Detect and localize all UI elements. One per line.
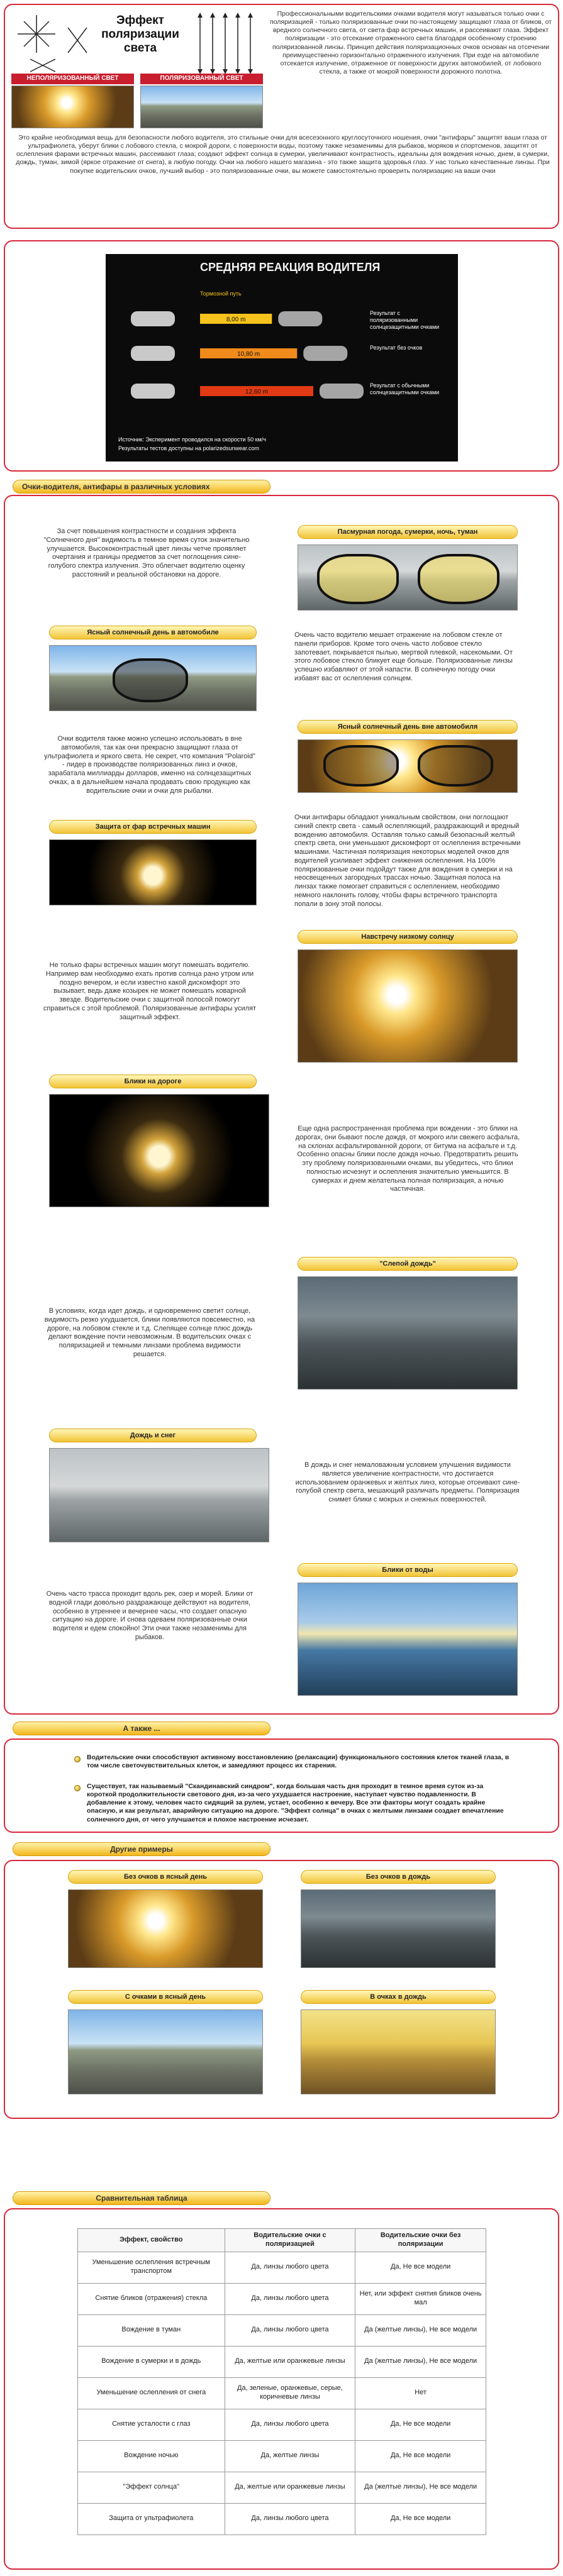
glasses-overlay-icon (418, 554, 499, 604)
table-row (78, 2409, 486, 2440)
hero-title (87, 14, 194, 55)
table-cell: Вождение в сумерки и в дождь (78, 2346, 225, 2377)
condition-bar-4: Защита от фар встречных машин (49, 820, 257, 834)
example-image-3 (68, 2009, 263, 2094)
condition-text-1: За счет повышения контрастности и создания эффекта "Солнечного дня" видимость в темное время суток значительно улучшается. Высококонтрастный цвет линзы четче проявляет очертания и границы предметов за счет поглощения сине-голубого спектра излучения. Это облегчает водителю оценку расстояний и реальной обстановки на дороге. (43, 528, 250, 578)
condition-text-3: Очки водителя также можно успешно использовать в вне автомобиля, так как они прекрасно защищают глаза от ультрафиолета и яркого света. Не секрет, что компания "Polaroid" - лидер в производстве поляризованных линз и очков, зарабатала миллиарды долларов, именно на солнцезащитных очках, а в дальнейшем начала продавать свою продукцию как водительские очки и очки для рыбалки. (44, 735, 255, 795)
chart-category-label: Результат с поляризованными солнцезащитными очками (370, 310, 440, 330)
condition-text-7: В условиях, когда идет дождь, и одновременно светит солнце, видимость резко ухудшается, блики появляются повсеместно, на дороге, на лобовом стекле и т.д. Слепящее солнце плюс дождь делают вождение почти невозможным. В водительских очках с поляризацией и темными линзами проблема видимости решается. (44, 1307, 255, 1358)
hero-title-line1: Эффект (116, 14, 164, 27)
table-cell: Да (желтые линзы), Не все модели (355, 2346, 486, 2377)
chart-subtitle: Тормозной путь (200, 290, 242, 297)
condition-image-3 (298, 739, 518, 793)
table-cell: Да, линзы любого цвета (225, 2283, 355, 2314)
hero-title-line3: света (123, 41, 157, 55)
condition-image-5 (298, 949, 518, 1063)
condition-image-2 (49, 645, 257, 711)
table-header: Эффект, свойство (78, 2229, 225, 2252)
label-polarized: ПОЛЯРИЗОВАННЫЙ СВЕТ (140, 74, 263, 84)
table-header: Водительские очки с поляризацией (225, 2229, 355, 2252)
chart-value-label: 12,60 m (245, 389, 269, 395)
table-row (78, 2346, 486, 2377)
hero-intro-text: Профессиональными водительскими очками водителя могут называться только очки с поляризацией - только поляризованные очки по-настоящему защищают глаза от бликов, от вредного солнечного света, от света фар встречных машин, и рассеивают глаза. Эффект поляризации - это отсекание отраженного света благодаря особенному строению поляризованной линзы. Принцип действия поляризационных очков основан на отсечении преимущественно горизонтально отраженного излучения. При езде на автомобиле отсекается излучение, отраженное от поверхности других автомобилей, от лобового стекла, а также от мокрой поверхности дорожного полотна. (269, 10, 552, 75)
condition-bar-7: "Слепой дождь" (298, 1257, 518, 1271)
table-frame (4, 2208, 559, 2570)
glasses-overlay-icon (323, 745, 399, 787)
condition-bar-5: Навстречу низкому солнцу (298, 930, 518, 944)
table-cell: Да, Не все модели (355, 2252, 486, 2283)
chart-car-right (278, 311, 322, 326)
example-bar-1: Без очков в ясный день (68, 1870, 263, 1884)
label-nonpolarized: НЕПОЛЯРИЗОВАННЫЙ СВЕТ (11, 74, 134, 84)
also-text-2: Существует, так называемый "Скандинавский синдром", когда большая часть дня проходит в темное время суток из-за короткой продолжительности светового дня, из-за чего ухудшается настроение, наступает чувство подавленности. В добавление к этому, человек часто сидящий за рулем, устает, особенно к вечеру. Все эти факторы могут создать крайне опасную, и как результат, аварийную ситуацию на дороге. "Эффект солнца" в очках с желтыми линзами создает впечатление солнечного дня, от чего улучшается и плохое настроение исчезает. (87, 1783, 504, 1823)
condition-bar-3: Ясный солнечный день вне автомобиля (298, 720, 518, 734)
table-row (78, 2283, 486, 2314)
table-cell: Да, линзы любого цвета (225, 2409, 355, 2440)
bullet-icon (74, 1785, 81, 1791)
also-text-1: Водительские очки способствуют активному восстановлению (релаксации) функционального состояния клеток тканей глаза, в том числе светочувствительных клеток, и замедляют процесс их старения. (87, 1754, 510, 1770)
condition-text-5: Не только фары встречных машин могут помешать водителю. Например вам необходимо ехать против солнца рано утром или поздно вечером, и если известно какой дискомфорт это вызывает, ведь даже козырек не может помешать коварной звезде. Водительские очки с защитной полосой помогут справиться с этой проблемой. Поляризованные антифары усилят защитный эффект. (43, 961, 257, 1021)
condition-image-7 (298, 1276, 518, 1390)
examples-frame (4, 1860, 559, 2119)
chart-car-left (131, 384, 175, 399)
table-cell: "Эффект солнца" (78, 2472, 225, 2503)
table-cell: Да, желтые или оранжевые линзы (225, 2346, 355, 2377)
table-row (78, 2472, 486, 2503)
table-row (78, 2503, 486, 2535)
table-header-row (78, 2229, 486, 2252)
hero-intro-text-2: Это крайне необходимая вещь для безопасности любого водителя, это стильные очки для всесезонного круглосуточного ношения, очки "антифары" защитят ваши глаза от ультрафиолета, уберут блики с лобового стекла, с мокрой дороги, с поверхности воды, поэтому также незаменимы для рыбаков, моряков и спортсменов, защитят от ослепления фарами встречных машин, рассеивают глаза; создают эффект солнца в сумерки, увеличивают контрастность, идеальны для вождения ночью, днем, в сумерки, дождь, туман, зимой (яркое отражение от снега), в любую погоду. Очки на любого нашего магазина - это также защита здоровья глаз. У нас только качественные линзы. При покупке водительских очков, лучший выбор - это поляризованные очки, вы можете самостоятельно проверить поляризацию на ваши очки (16, 134, 550, 175)
condition-text-9: Очень часто трасса проходит вдоль рек, озер и морей. Блики от водной глади довольно раздражающе действуют на водителя, особенно в утреннее и вечернее часы, что создает опасную ситуацию на дороге. И снова одеваем поляризованные очки водителя и едем спокойно! Эти очки также незаменимы для рыбаков. (46, 1590, 254, 1641)
condition-text-8: В дождь и снег немаловажным условием улучшения видимости является увеличение контрастности, что достигается использованием оранжевых и желтых линз, которые отсеивают сине-голубой спектр света, мешающий различать предметы. Поляризация снимет блики с мокрых и снежных поверхностей. (295, 1461, 520, 1503)
condition-bar-8: Дождь и снег (49, 1429, 257, 1442)
chart-canvas (106, 254, 458, 462)
table-cell: Уменьшение ослепления от снега (78, 2377, 225, 2409)
table-cell: Уменьшение ослепления встречным транспортом (78, 2252, 225, 2283)
chart-footnote-1: Источник: Эксперимент проводился на скорости 50 км/ч (118, 436, 266, 443)
table-row (78, 2440, 486, 2472)
section3-bar: Другие примеры (13, 1842, 270, 1856)
condition-image-4 (49, 839, 257, 905)
example-image-4 (301, 2009, 496, 2094)
condition-image-9 (298, 1583, 518, 1696)
glasses-overlay-icon (113, 658, 188, 702)
table-cell: Да, Не все модели (355, 2440, 486, 2472)
glasses-overlay-icon (418, 745, 493, 787)
chart-title: СРЕДНЯЯ РЕАКЦИЯ ВОДИТЕЛЯ (200, 261, 381, 274)
condition-text-6: Еще одна распространенная проблема при вождении - это блики на дорогах, они бывают после дождя, от мокрого или свежего асфальта, на склонах асфальтированной дороги, от битума на асфальте и т.д. Особенно опасны блики после дождя ночью. Предотвратить решить эту проблему поляризованными очками, вы убедитесь, что блики полностью исчезнут и ослепления значительно уменьшится. В сумерках и днем желательна полная поляризация, а ночью частичная. (295, 1125, 520, 1193)
condition-text-2: Очень часто водителю мешает отражение на лобовом стекле от панели приборов. Кроме того очень часто лобовое стекло запотевает, покрывается пылью, мертвой плевкой, насекомыми. От этого лобовое стекло бликует еще больше. Поляризованные линзы успешно избавляют от этой напасти. В солнечную погоду очки избавят вас от ослепления солнцем. (294, 631, 513, 682)
chart-car-left (131, 311, 175, 326)
condition-bar-2: Ясный солнечный день в автомобиле (49, 626, 257, 639)
chart-category-label: Результат с обычными солнцезащитными очками (370, 382, 440, 395)
reaction-chart (106, 254, 458, 462)
table-cell: Снятие усталости с глаз (78, 2409, 225, 2440)
hero-image-polarized (140, 86, 263, 128)
example-bar-2: Без очков в дождь (301, 1870, 496, 1884)
table-cell: Да, линзы любого цвета (225, 2252, 355, 2283)
chart-car-right (303, 346, 347, 361)
table-header: Водительские очки без поляризации (355, 2229, 486, 2252)
table-cell: Да, Не все модели (355, 2503, 486, 2535)
also-frame (4, 1739, 559, 1833)
table-cell: Да, линзы любого цвета (225, 2503, 355, 2535)
table-cell: Снятие бликов (отражения) стекла (78, 2283, 225, 2314)
section4-bar: Сравнительная таблица (13, 2191, 270, 2205)
table-cell: Да, желтые линзы (225, 2440, 355, 2472)
comparison-table (77, 2228, 486, 2535)
condition-bar-6: Блики на дороге (49, 1075, 257, 1088)
section2-bar: А также ... (13, 1722, 270, 1735)
table-cell: Да, линзы любого цвета (225, 2314, 355, 2346)
hero-title-line2: поляризации (101, 28, 179, 41)
table-cell: Да (желтые линзы), Не все модели (355, 2314, 486, 2346)
chart-car-left (131, 346, 175, 361)
condition-bar-1: Пасмурная погода, сумерки, ночь, туман (298, 525, 518, 539)
table-cell: Вождение ночью (78, 2440, 225, 2472)
example-bar-3: С очками в ясный день (68, 1990, 263, 2004)
chart-value-label: 10,80 m (237, 351, 260, 358)
table-cell: Нет (355, 2377, 486, 2409)
table-cell: Вождение в туман (78, 2314, 225, 2346)
chart-value-label: 8,00 m (226, 316, 246, 323)
chart-category-label: Результат без очков (370, 345, 423, 351)
table-row (78, 2377, 486, 2409)
hero-illustration (11, 9, 263, 128)
table-cell: Да, желтые или оранжевые линзы (225, 2472, 355, 2503)
table-cell: Да, Не все модели (355, 2409, 486, 2440)
chart-car-right (320, 384, 364, 399)
hero-frame (4, 4, 559, 229)
example-image-2 (301, 1889, 496, 1968)
condition-image-1 (298, 544, 518, 611)
table-row (78, 2252, 486, 2283)
condition-image-8 (49, 1448, 269, 1542)
section1-bar: Очки-водителя, антифары в различных условиях (13, 480, 270, 494)
table-row (78, 2314, 486, 2346)
example-image-1 (68, 1889, 263, 1968)
table-cell: Да, зеленые, оранжевые, серые, коричневые линзы (225, 2377, 355, 2409)
table-cell: Да (желтые линзы), Не все модели (355, 2472, 486, 2503)
bullet-icon (74, 1756, 81, 1762)
glasses-overlay-icon (317, 554, 399, 604)
example-bar-4: В очках в дождь (301, 1990, 496, 2004)
conditions-frame (4, 495, 559, 1715)
table-cell: Нет, или эффект снятия бликов очень мал (355, 2283, 486, 2314)
condition-image-6 (49, 1094, 269, 1207)
chart-footnote-2: Результаты тестов доступны на polarizedsunwear.com (118, 445, 260, 451)
condition-bar-9: Блики от воды (298, 1563, 518, 1577)
condition-text-4: Очки антифары обладают уникальным свойством, они поглощают синий спектр света - самый ослепляющий, раздражающий и вредный вождению автомобиля. Оставляя только самый безопасный желтый спектр света, они уменьшают дискомфорт от ослепления встречными машинами. Частичная поляризация некоторых моделей очков для водителей усиливает эффект снижения ослепления. На 100% поляризованные очки подойдут также для вождения в сумерки и на неосвещенных загородных трассах ночью. Защитная полоса на линзах также помогает справиться с ослеплением, необходимо немного наклонить голову, чтобы фары встречного транспорта попали в зону этой полосы. (294, 814, 521, 908)
table-cell: Защита от ультрафиолета (78, 2503, 225, 2535)
hero-image-nonpolarized (11, 86, 134, 128)
chart-frame (4, 240, 559, 472)
